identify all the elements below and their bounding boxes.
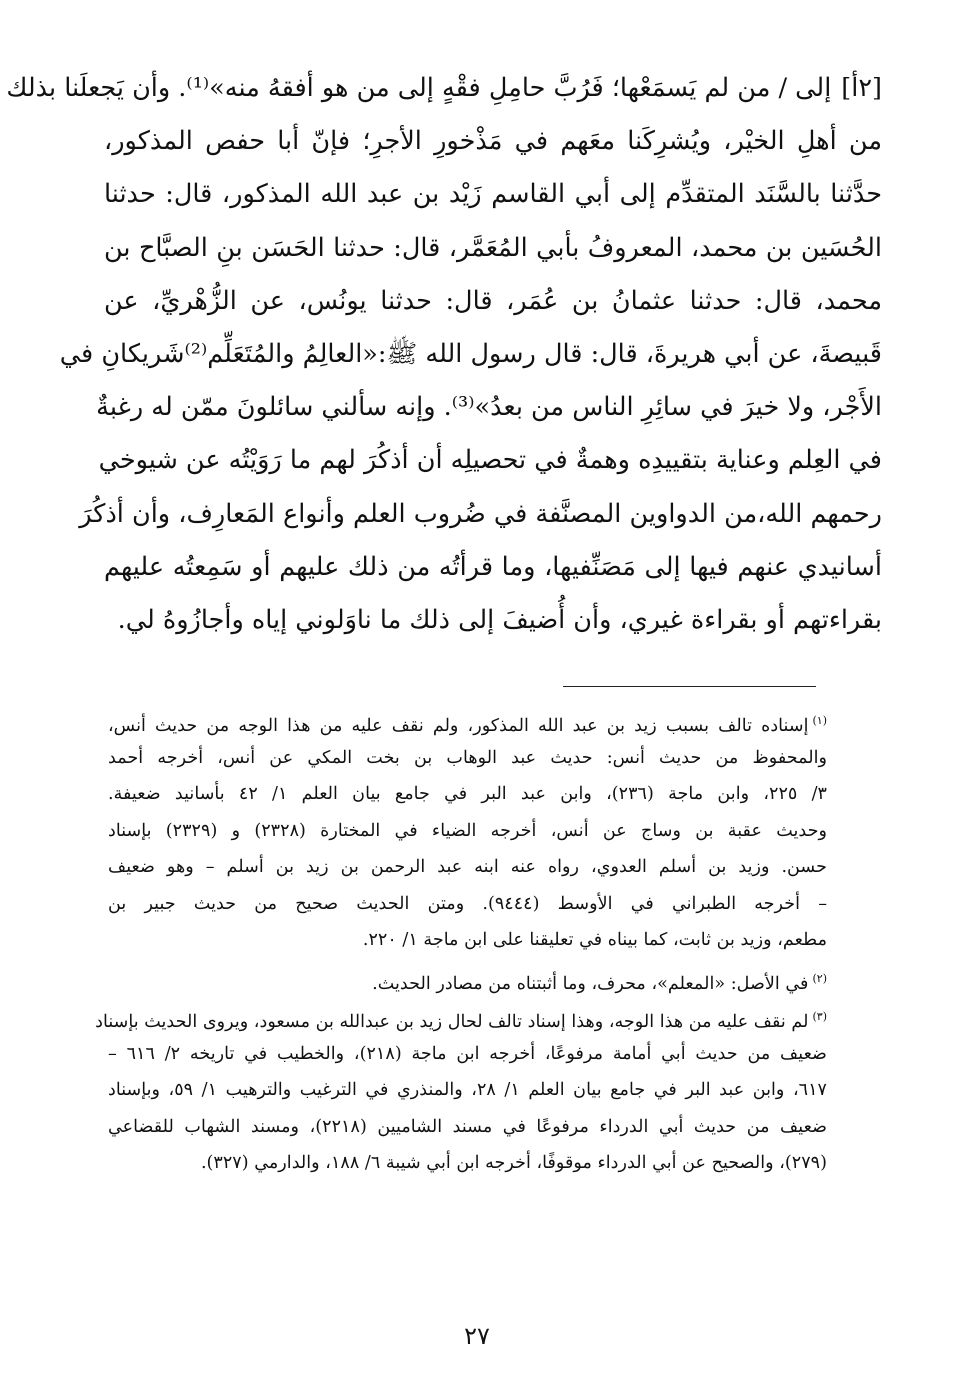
footnote-line: $^{(٢)}$في الأصل: «المعلم»، محرف، وما أثبتناه من مصادر الحديث. xyxy=(372,971,827,994)
main-text xyxy=(6,62,882,647)
main-line: من أهلِ الخيْر، ويُشرِكَنا معَهم في مَذْخورِ الأجرِ؛ فإنّ أبا حفص المذكور، xyxy=(104,126,882,157)
footnote-marker: (١) xyxy=(812,714,827,727)
main-line: بقراءتهم أو بقراءة غيري، وأن أُضيفَ إلى ذلك ما ناوَلوني إياه وأجازُوهُ لي. xyxy=(117,604,882,635)
footnote-line: ضعيف من حديث أبي الدرداء مرفوعًا في مسند الشاميين (٢٢١٨)، ومسند الشهاب للقضاعي xyxy=(108,1116,828,1137)
footnote-marker: (٣) xyxy=(812,1010,827,1023)
main-line: الأَجْر، ولا خيرَ في سائِرِ الناس من بعدُ»⁽³⁾. وإنه سألني سائلونَ ممّن له رغبةٌ xyxy=(96,392,882,423)
footnote-line: $^{(١)}$إسناده تالف بسبب زيد بن عبد الله المذكور، ولم نقف عليه من هذا الوجه من حديث أنس، xyxy=(108,714,827,736)
footnote-line: مطعم، وزيد بن ثابت، كما بيناه في تعليقنا على ابن ماجة ١/ ٢٢٠. xyxy=(362,930,827,950)
footnote-line: ٣/ ٢٢٥، وابن ماجة (٢٣٦)، وابن عبد البر في جامع بيان العلم ١/ ٤٢ بأسانيد ضعيفة. xyxy=(108,784,827,804)
footnote-line: (٢٧٩)، والصحيح عن أبي الدرداء موقوفًا، أخرجه ابن أبي شيبة ٦/ ١٨٨، والدارمي (٣٢٧). xyxy=(200,1153,827,1173)
main-line: في العِلم وعناية بتقييدِه وهمةٌ في تحصيلِه أن أذكُرَ لهم ما رَوَيْتُه عن شيوخي xyxy=(98,445,882,476)
main-line: [٢أ]إلى / من لم يَسمَعْها؛ فَرُبَّ حامِلِ فقْهٍ إلى من هو أفقهُ منه»⁽¹⁾. وأن يَجعلَنا بذلك xyxy=(6,73,882,103)
main-line: رحمهم الله،من الدواوين المصنَّفة في ضُروب العلم وأنواع المَعارِف، وأن أذكُرَ xyxy=(79,498,882,529)
main-line: حدَّثنا بالسَّنَد المتقدِّم إلى أبي القاسم زَيْد بن عبد الله المذكور، قال: حدثنا xyxy=(104,179,882,210)
page-number: ٢٧ xyxy=(464,1322,490,1350)
manuscript-folio-marker: [٢أ] xyxy=(841,73,882,103)
footnote-line: – أخرجه الطبراني في الأوسط (٩٤٤٤). ومتن الحديث صحيح من حديث جبير بن xyxy=(108,893,827,914)
main-line: الحُسَين بن محمد، المعروفُ بأبي المُعَمَّر، قال: حدثنا الحَسَن بنِ الصبَّاح بن xyxy=(104,232,882,263)
footnote-line: وحديث عقبة بن وساج عن أنس، أخرجه الضياء في المختارة (٢٣٢٨) و (٢٣٢٩) بإسناد xyxy=(108,820,827,841)
footnote-line: ضعيف من حديث أبي أمامة مرفوعًا، أخرجه ابن ماجة (٢١٨)، والخطيب في تاريخه ٢/ ٦١٦ – xyxy=(108,1043,827,1064)
footnote-line: حسن. وزيد بن أسلم العدوي، رواه عنه ابنه عبد الرحمن بن زيد بن أسلم – وهو ضعيف xyxy=(108,857,827,877)
footnote-line: والمحفوظ من حديث أنس: حديث عبد الوهاب بن بخت المكي عن أنس، أخرجه أحمد xyxy=(108,747,827,768)
footnote-marker: (٢) xyxy=(812,971,827,985)
footnote-line: ٦١٧، وابن عبد البر في جامع بيان العلم ١/ ٢٨، والمنذري في الترغيب والترهيب ١/ ٥٩، وبإسناد xyxy=(108,1080,828,1100)
footnote-separator xyxy=(563,686,816,687)
footnotes xyxy=(95,703,828,1182)
main-line: أسانيدي عنهم فيها إلى مَصَنِّفيها، وما قرأتُه من ذلك عليهم أو سَمِعتُه عليهم xyxy=(104,551,882,582)
footnote-line: $^{(٣)}$لم نقف عليه من هذا الوجه، وهذا إسناد تالف لحال زيد بن عبدالله بن مسعود، ويروى الحديث بإسناد xyxy=(95,1010,827,1032)
main-line: محمد، قال: حدثنا عثمانُ بن عُمَر، قال: حدثنا يونُس، عن الزُّهْريِّ، عن xyxy=(104,285,882,316)
main-line: قَبيصةَ، عن أبي هريرةَ، قال: قال رسول الله ﷺ:«العالِمُ والمُتَعَلِّم⁽²⁾شَريكانِ في xyxy=(59,338,882,369)
